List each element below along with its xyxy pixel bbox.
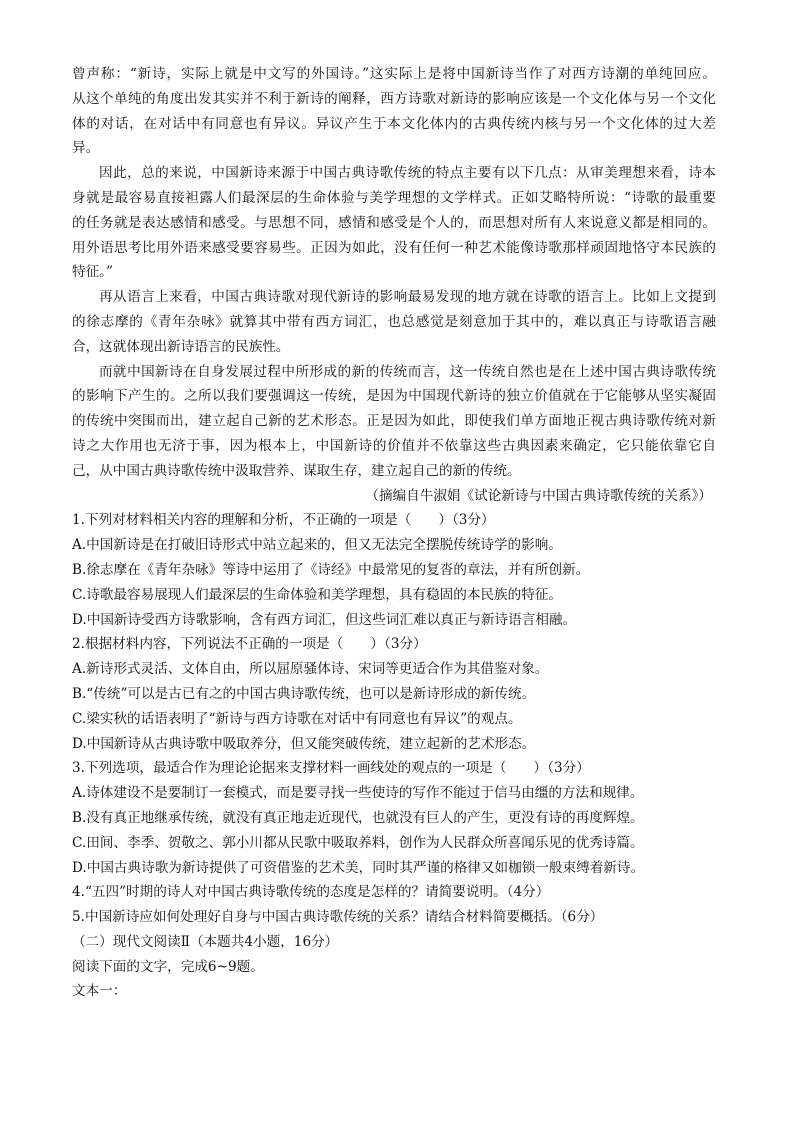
passage <box>72 62 716 484</box>
question-text: （二）现代文阅读Ⅱ（本题共4小题，16分） <box>72 933 339 950</box>
passage-line: 用外语思考比用外语来感受要容易些。正因为如此，没有任何一种艺术能像诗歌那样顽固地恪守本民族的 <box>72 239 716 256</box>
question-option: C.诗歌最容易展现人们最深层的生命体验和美学理想，具有稳固的本民族的特征。 <box>72 586 563 603</box>
question-option: A.中国新诗是在打破旧诗形式中站立起来的，但又无法完全摆脱传统诗学的影响。 <box>72 537 562 554</box>
question-text: 阅读下面的文字，完成6~9题。 <box>72 958 264 975</box>
passage-line: 从这个单纯的角度出发其实并不利于新诗的阐释，西方诗歌对新诗的影响应该是一个文化体与另一个文化 <box>72 90 716 107</box>
passage-line: 的影响下产生的。之所以我们要强调这一传统，是因为中国现代新诗的独立价值就在于它能够从坚实凝固 <box>72 388 716 405</box>
question-option: A.新诗形式灵活、文体自由，所以屈原骚体诗、宋词等更适合作为其借鉴对象。 <box>72 661 549 678</box>
question-text: 3.下列选项，最适合作为理论论据来支撑材料一画线处的观点的一项是（ ）（3分） <box>72 760 590 777</box>
passage-line: 而就中国新诗在自身发展过程中所形成的新的传统而言，这一传统自然也是在上述中国古典诗歌传统 <box>99 363 716 380</box>
source-citation: （摘编自牛淑娟《试论新诗与中国古典诗歌传统的关系》） <box>365 487 712 504</box>
question-text: 1.下列对材料相关内容的理解和分析，不正确的一项是（ ）（3分） <box>72 512 495 529</box>
passage-line: 特征。” <box>72 264 113 281</box>
passage-line: 异。 <box>72 140 100 157</box>
question-option: D.中国新诗从古典诗歌中吸取养分，但又能突破传统，建立起新的艺术形态。 <box>72 735 536 752</box>
passage-line: 身就是最容易直接袒露人们最深层的生命体验与美学理想的文学样式。正如艾略特所说：“诗歌的最重要 <box>72 189 716 206</box>
passage-line: 诗之大作用也无济于事，因为根本上，中国新诗的价值并不依靠这些古典因素来确定，它只能依靠它自 <box>72 437 716 454</box>
passage-line: 曾声称：“新诗，实际上就是中文写的外国诗。”这实际上是将中国新诗当作了对西方诗潮的单纯回应。 <box>72 66 716 82</box>
question-text: 4.“五四”时期的诗人对中国古典诗歌传统的态度是怎样的？请简要说明。（4分） <box>72 884 550 901</box>
passage-line: 己，从中国古典诗歌传统中汲取营养、谋取生存，建立起自己的新的传统。 <box>72 462 521 479</box>
document-page <box>72 62 716 1004</box>
question-option: A.诗体建设不是要制订一套模式，而是要寻找一些使诗的写作不能过于信马由缰的方法和规律。 <box>72 785 644 802</box>
passage-line: 合，这就体现出新诗语言的民族性。 <box>72 338 290 355</box>
question-option: B.徐志摩在《青年杂咏》等诗中运用了《诗经》中最常见的复沓的章法，并有所创新。 <box>72 561 590 578</box>
question-text: 5.中国新诗应如何处理好自身与中国古典诗歌传统的关系？请结合材料简要概括。（6分） <box>72 909 604 926</box>
question-option: C.梁实秋的话语表明了“新诗与西方诗歌在对话中有同意也有异议”的观点。 <box>72 710 522 727</box>
question-option: C.田间、李季、贺敬之、郭小川都从民歌中吸取养料，创作为人民群众所喜闻乐见的优秀诗篇。 <box>72 834 644 851</box>
question-text: 文本一： <box>72 983 127 1000</box>
passage-line: 体的对话，在对话中有同意也有异议。异议产生于本文化体内的古典传统内核与另一个文化体的过大差 <box>72 115 716 132</box>
questions-section <box>72 508 716 1004</box>
passage-line: 的徐志摩的《青年杂咏》就算其中带有西方词汇，也总感觉是刻意加于其中的，难以真正与诗歌语言融 <box>72 313 716 330</box>
passage-line: 因此，总的来说，中国新诗来源于中国古典诗歌传统的特点主要有以下几点：从审美理想来看，诗本 <box>99 165 716 182</box>
question-option: B.“传统”可以是古已有之的中国古典诗歌传统，也可以是新诗形成的新传统。 <box>72 685 536 702</box>
passage-line: 的传统中突围而出，建立起自己新的艺术形态。正是因为如此，即使我们单方面地正视古典诗歌传统对新 <box>72 413 716 430</box>
question-option: D.中国古典诗歌为新诗提供了可资借鉴的艺术美，同时其严谨的格律又如枷锁一般束缚着新诗。 <box>72 859 645 876</box>
question-text: 2.根据材料内容，下列说法不正确的一项是（ ）（3分） <box>72 636 427 653</box>
question-option: D.中国新诗受西方诗歌影响，含有西方词汇，但这些词汇难以真正与新诗语言相融。 <box>72 611 577 628</box>
passage-line: 的任务就是表达感情和感受。与思想不同，感情和感受是个人的，而思想对所有人来说意义都是相同的。 <box>72 214 716 231</box>
passage-line: 再从语言上来看，中国古典诗歌对现代新诗的影响最易发现的地方就在诗歌的语言上。比如上文提到 <box>99 289 716 306</box>
question-option: B.没有真正地继承传统，就没有真正地走近现代，也就没有巨人的产生，更没有诗的再度辉煌。 <box>72 809 644 826</box>
